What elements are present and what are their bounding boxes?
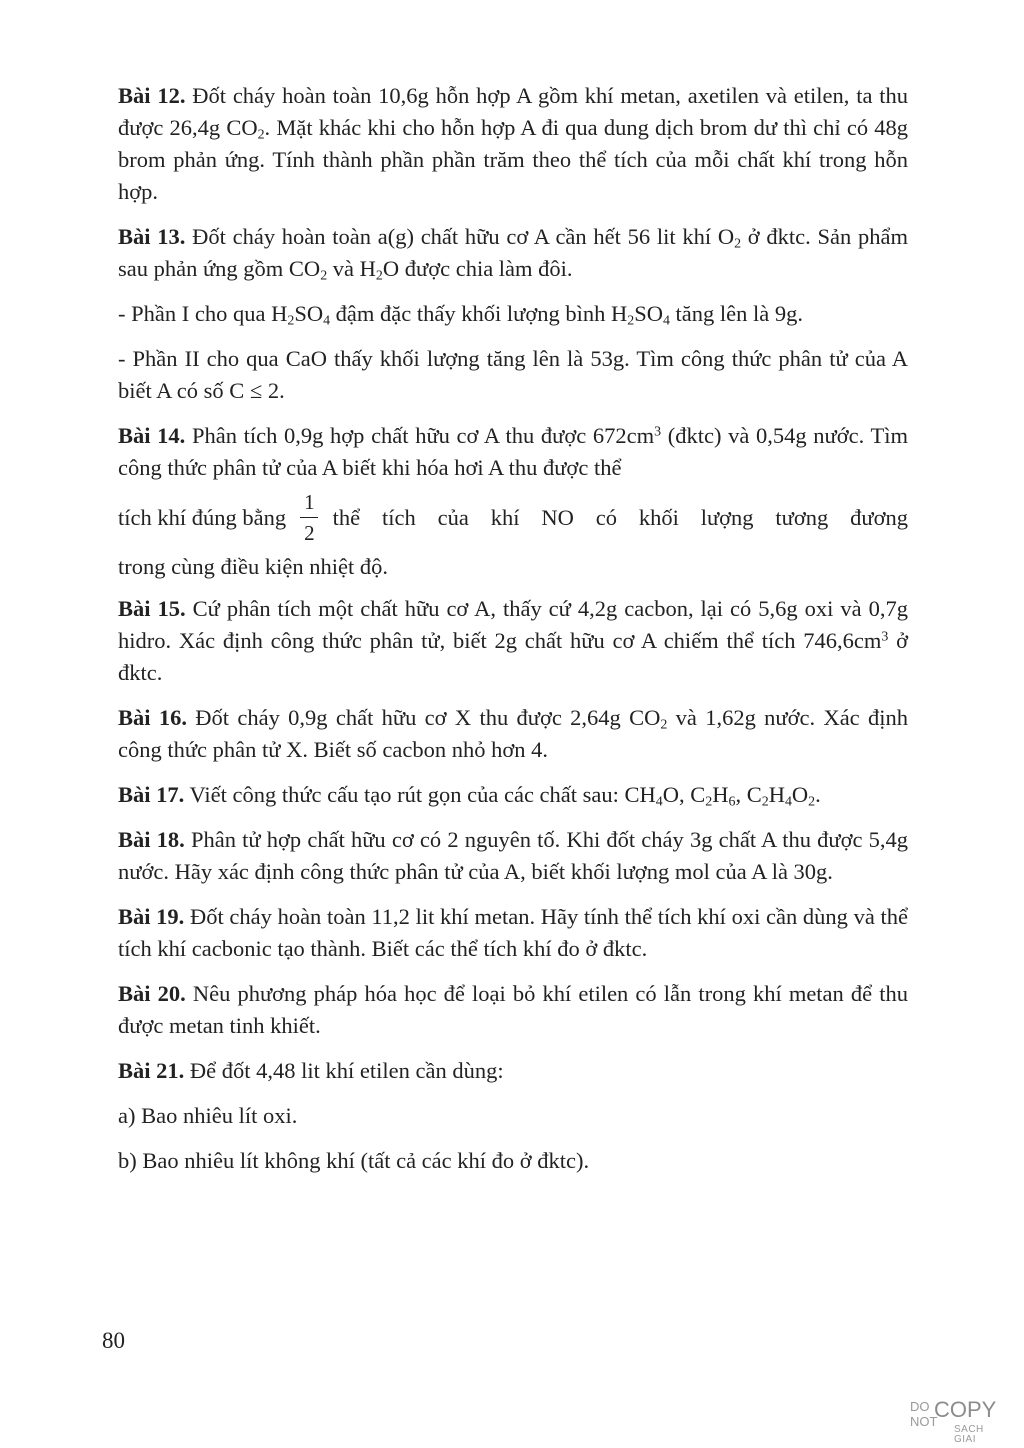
problem-18: Bài 18. Phân tử hợp chất hữu cơ có 2 nguyên tố. Khi đốt cháy 3g chất A thu được 5,4g nước. Hãy xác định công thức phân tử của A, biết khối lượng mol của A là 30g.	[118, 827, 908, 884]
problem-label: Bài 21.	[118, 1058, 185, 1083]
problem-12: Bài 12. Đốt cháy hoàn toàn 10,6g hỗn hợp A gồm khí metan, axetilen và etilen, ta thu được 26,4g $CO_2$. Mặt khác khi cho hỗn hợp A đi qua dung dịch brom dư thì chỉ có 48g brom phản ứng. Tính thành phần phần trăm theo thể tích của mỗi chất khí trong hỗn hợp.	[118, 83, 908, 204]
document-body	[118, 80, 908, 1190]
problem-17: Bài 17. Viết công thức cấu tạo rút gọn của các chất sau: $CH_4O$, $C_2H_6$, $C_2H_4O_2$.	[118, 782, 821, 810]
problem-16: Bài 16. Đốt cháy 0,9g chất hữu cơ X thu được 2,64g $CO_2$ và 1,62g nước. Xác định công thức phân tử X. Biết số cacbon nhỏ hơn 4.	[118, 705, 908, 762]
do-not-copy-watermark	[908, 1397, 1008, 1445]
watermark-not: NOT	[910, 1414, 938, 1429]
problem-21-part-b: b) Bao nhiêu lít không khí (tất cả các khí đo ở đktc).	[118, 1148, 590, 1173]
fraction-bar	[300, 517, 318, 518]
problem-19: Bài 19. Đốt cháy hoàn toàn 11,2 lit khí metan. Hãy tính thể tích khí oxi cần dùng và thể tích khí cacbonic tạo thành. Biết các thể tích khí đo ở đktc.	[118, 904, 908, 961]
fraction-numerator: 1	[304, 490, 315, 514]
watermark-do: DO	[910, 1399, 930, 1414]
problem-label: Bài 19.	[118, 904, 185, 929]
problem-label: Bài 12.	[118, 83, 186, 108]
problem-13-part-1: - Phần I cho qua $H_2SO_4$ đậm đặc thấy khối lượng bình $H_2SO_4$ tăng lên là 9g.	[118, 301, 804, 329]
problem-13: Bài 13. Đốt cháy hoàn toàn a(g) chất hữu cơ A cần hết 56 lit khí $O_2$ ở đktc. Sản phẩm sau phản ứng gồm $CO_2$ và $H_2O$ được chia làm đôi.	[118, 224, 908, 284]
fraction-line: tích khí đúng bằng $\frac{1}{2}$ thể tích của khí NO có khối lượng tương đương	[118, 490, 908, 545]
problem-label: Bài 13.	[118, 224, 186, 249]
watermark-copy: COPY	[934, 1397, 997, 1422]
problem-label: Bài 18.	[118, 827, 185, 852]
problem-label: Bài 17.	[118, 782, 185, 807]
problem-label: Bài 15.	[118, 596, 186, 621]
problem-label: Bài 14.	[118, 423, 186, 448]
problem-13-part-2: - Phần II cho qua CaO thấy khối lượng tăng lên là 53g. Tìm công thức phân tử của A biết A có số C ≤ 2.	[118, 346, 908, 403]
problem-label: Bài 16.	[118, 705, 187, 730]
problem-15: Bài 15. Cứ phân tích một chất hữu cơ A, thấy cứ 4,2g cacbon, lại có 5,6g oxi và 0,7g hidro. Xác định công thức phân tử, biết 2g chất hữu cơ A chiếm thể tích $746,6cm^3$ ở đktc.	[118, 596, 908, 685]
problem-21-part-a: a) Bao nhiêu lít oxi.	[118, 1103, 298, 1128]
problem-20: Bài 20. Nêu phương pháp hóa học để loại bỏ khí etilen có lẫn trong khí metan để thu được metan tinh khiết.	[118, 981, 908, 1038]
problem-label: Bài 20.	[118, 981, 186, 1006]
page-number: 80	[102, 1328, 125, 1353]
problem-14: Bài 14. Phân tích 0,9g hợp chất hữu cơ A thu được $672cm^3$ (đktc) và 0,54g nước. Tìm công thức phân tử của A biết khi hóa hơi A thu được thể tích khí đúng bằng $\frac{1}{2}$ thể tích của khí NO có khối lượng tương đương trong cùng điều kiện nhiệt độ.	[118, 423, 909, 579]
problem-21: Bài 21. Để đốt 4,48 lit khí etilen cần dùng:	[118, 1058, 504, 1083]
fraction-one-half	[300, 490, 319, 545]
watermark-sach-giai: SACH GIAI	[954, 1424, 984, 1445]
fraction-denominator: 2	[304, 521, 315, 545]
